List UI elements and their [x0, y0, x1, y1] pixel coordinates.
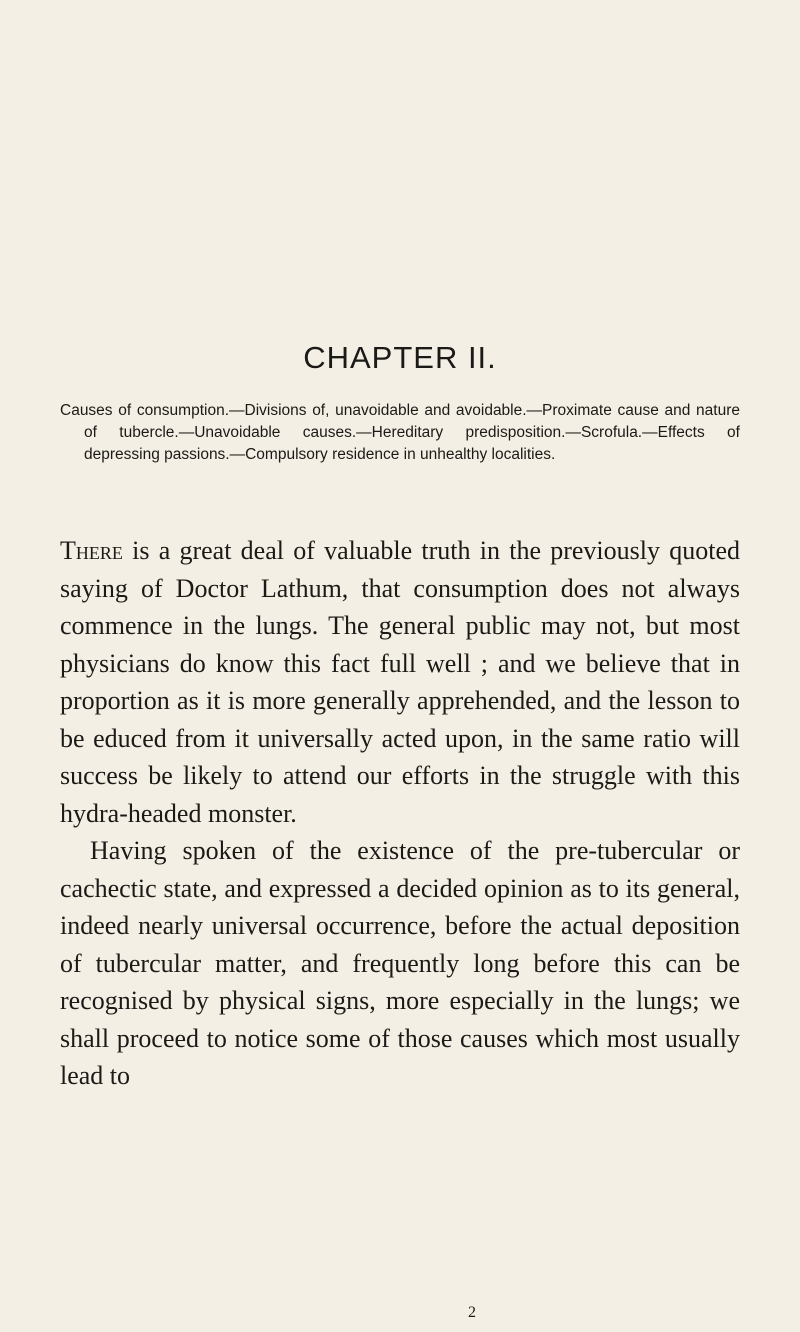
body-text: [60, 532, 740, 1095]
paragraph-1-text: is a great deal of valuable truth in the previously quoted saying of Doctor Lathum, that consumption does not always commence in the lungs. The general public may not, but most physicians do know this fact full well ; and we believe that in proportion as it is more generally apprehended, and the lesson to be educed from it universally acted upon, in the same ratio will success be likely to attend our efforts in the struggle with this hydra-headed monster.: [60, 536, 740, 828]
signature-mark: 2: [468, 1304, 476, 1321]
paragraph-1: [60, 532, 740, 832]
lead-word: There: [60, 536, 123, 565]
chapter-title: CHAPTER II.: [303, 340, 497, 375]
chapter-summary: Causes of consumption.—Divisions of, unavoidable and avoidable.—Proximate cause and nature of tubercle.—Unavoidable causes.—Hereditary predisposition.—Scrofula.—Effects of depressing passions.—Compulsory residence in unhealthy localities.: [60, 402, 740, 463]
paragraph-2: Having spoken of the existence of the pre-tubercular or cachectic state, and expressed a decided opinion as to its general, indeed nearly universal occurrence, before the actual deposition of tubercular matter, and frequently long before this can be recognised by physical signs, more especially in the lungs; we shall proceed to notice some of those causes which most usually lead to: [60, 836, 740, 1090]
